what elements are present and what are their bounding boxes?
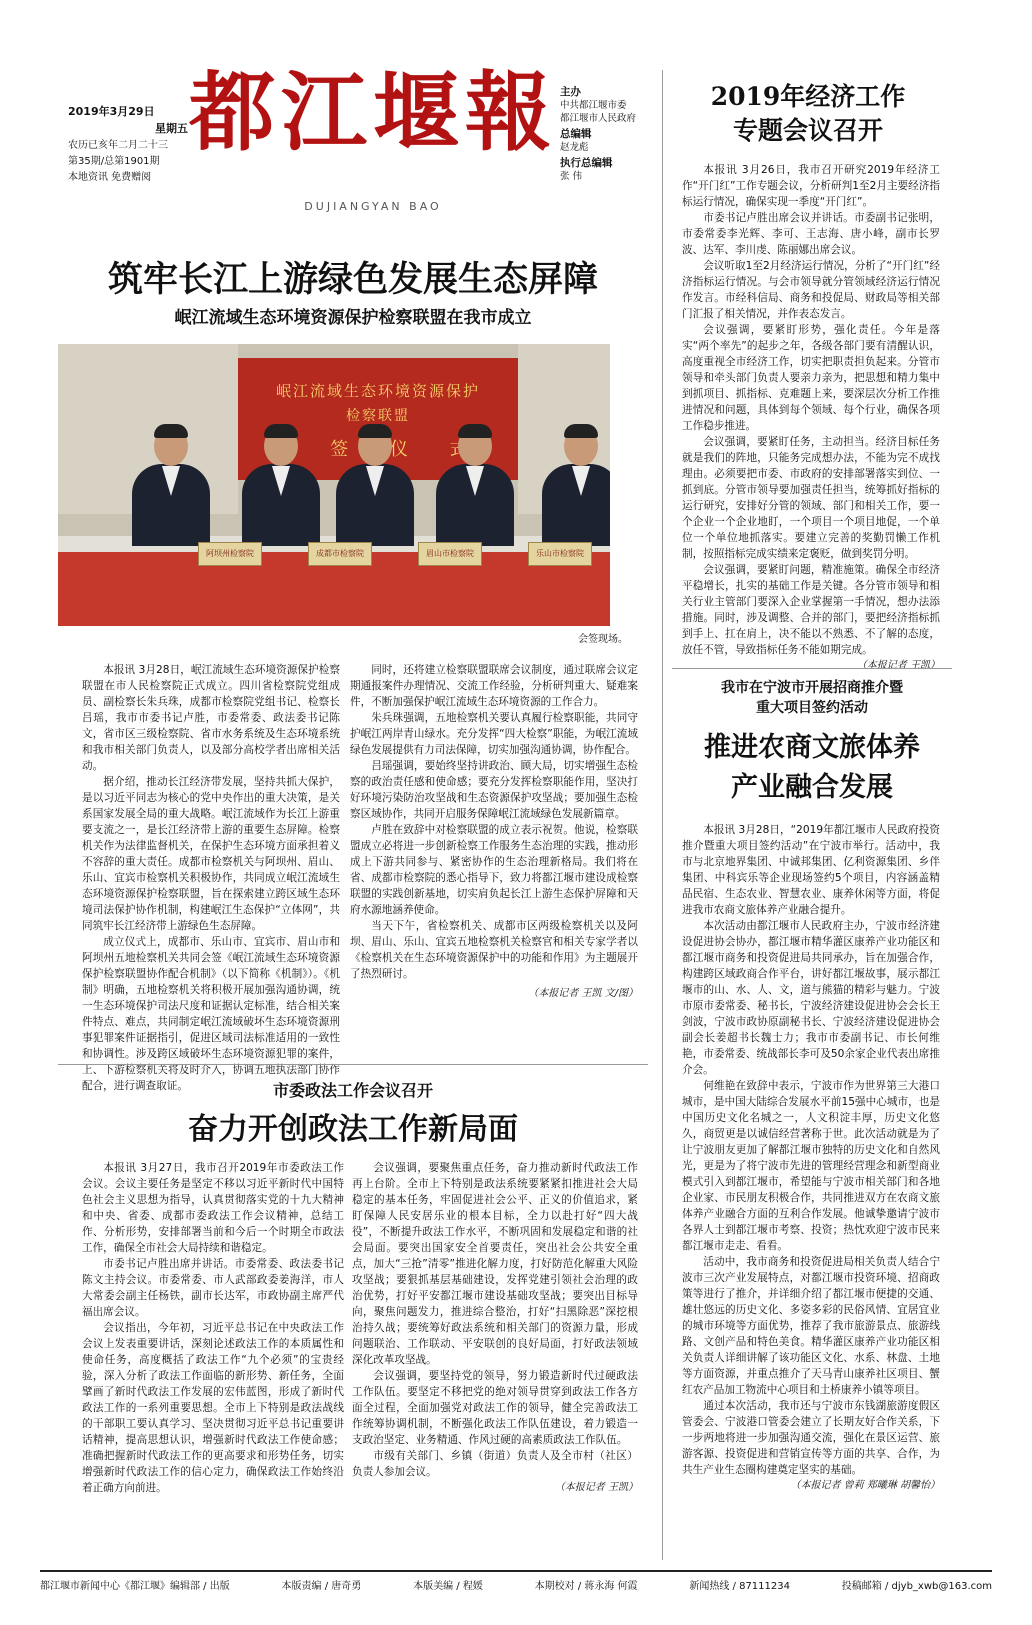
right-mid-kicker <box>672 678 952 718</box>
footer-hotline: 新闻热线 / 87111234 <box>689 1580 790 1592</box>
issue-date: 2019年3月29日 <box>68 105 155 118</box>
paragraph: 市委书记卢胜出席并讲话。市委常委、政法委书记陈文主持会议。市委常委、市人武部政委姜海洋，市人大常委会副主任杨铁，副市长达军，市政协副主席严代福出席会议。 <box>82 1258 344 1318</box>
footer-proofreader: 本期校对 / 蒋永海 何霞 <box>534 1580 638 1592</box>
issue-weekday: 星期五 <box>155 122 188 135</box>
bottom-byline: （本报记者 王凯） <box>554 1482 638 1493</box>
sponsor-1: 中共都江堰市委 <box>560 100 627 111</box>
banner-line-3: 签 仪 <box>330 439 426 460</box>
footer-publisher: 都江堰市新闻中心《都江堰》编辑部 / 出版 <box>40 1580 230 1592</box>
footer-email[interactable]: 投稿邮箱 / djyb_xwb@163.com <box>841 1580 992 1592</box>
newspaper-pinyin: DUJIANGYAN BAO <box>304 200 442 213</box>
issue-number: 第35期/总第1901期 <box>68 156 160 167</box>
lunar-date: 农历已亥年二月二十三 <box>68 140 168 151</box>
right-top-byline: （本报记者 王凯） <box>856 660 940 671</box>
paragraph: 会议强调，要紧盯问题，精准施策。确保全市经济平稳增长，扎实的基础工作是关键。各分管市领导和相关行业主管部门要深入企业掌握第一手情况，想办法添措施。同时，涉及调整、合并的部门，要把经济指标抓到手上、扛在肩上，决不能以不熟悉、不了解的态度，放任不管，导致指标任务不能如期完成。 <box>682 564 940 656</box>
paragraph: 活动中，我市商务和投资促进局相关负责人结合宁波市三次产业发展特点，对都江堰市投资环境、招商政策等进行了推介，并详细介绍了都江堰市便捷的交通、雄壮悠远的历史文化、多姿多彩的民俗风情、宜居宜业的城市环境等方面优势，推荐了我市旅游景点、旅游线路、文创产品和特色美食。精华灌区康养产业功能区相关负责人详细讲解了该功能区文化、水系、林盘、土地等方面资源，并重点推介了天马青山康养社区项目、蟹红农产品加工物流中心项目和土桥康养小镇等项目。 <box>682 1256 940 1396</box>
exec-editor-label: 执行总编辑 <box>560 157 613 169</box>
paragraph: 会议强调，要紧盯任务，主动担当。经济目标任务就是我们的阵地，只能务完成想办法，不能为完不成找理由。必须要把市委、市政府的安排部署落实到位、一抓到底。分管市领导要加强责任担当，统筹抓好指标的运行研究，安排好分管的领域、部门和相关工作，要一个企业一个企业地盯，一个项目一个项目地促，一个单位一个单位地抓落实。要建立完善的奖勤罚懒工作机制，按照指标完成实绩来定褒贬，做到奖罚分明。 <box>682 436 940 560</box>
paragraph: 本报讯 3月26日，我市召开研究2019年经济工作“开门红”工作专题会议，分析研判1至2月主要经济指标运行情况，确保实现一季度“开门红”。 <box>682 164 940 208</box>
paragraph: 会议听取1至2月经济运行情况，分析了“开门红”经济指标运行情况。与会市领导就分管领域经济运行情况作发言。市经科信局、商务和投促局、财政局等相关部门汇报了相关情况，并作表态发言。 <box>682 260 940 320</box>
column-divider <box>662 70 663 1560</box>
right-top-body <box>682 162 940 674</box>
bottom-title: 奋力开创政法工作新局面 <box>188 1112 518 1147</box>
signatory <box>236 426 326 546</box>
paragraph: 同时，还将建立检察联盟联席会议制度，通过联席会议定期通报案件办理情况、交流工作经验，分析研判重大、疑难案件，不断加强保护岷江流域生态环境资源的工作合力。 <box>350 664 638 708</box>
nameplate: 成都市检察院 <box>308 542 372 566</box>
sponsor-2: 都江堰市人民政府 <box>560 113 637 124</box>
paragraph: 据介绍，推动长江经济带发展，坚持共抓大保护，是以习近平同志为核心的党中央作出的重大决策，是关系国家发展全局的重大战略。岷江流域作为长江上游重要支流之一，是长江经济带上游的重要生态屏障。检察机关作为法律监督机关，在保护生态环境方面承担着义不容辞的重大责任。成都市检察机关与阿坝州、眉山、乐山、宜宾市检察机关积极协作，共同成立岷江流域生态环境资源保护检察联盟，旨在探索建立跨区域生态环境司法保护协作机制，构建岷江生态保护“立体网”，共同筑牢长江经济带上游绿色生态屏障。 <box>82 776 340 932</box>
right-top-title <box>672 80 944 148</box>
paragraph: 吕瑶强调，要始终坚持讲政治、顾大局，切实增强生态检察的政治责任感和使命感；要充分发挥检察职能作用，坚决打好环境污染防治攻坚战和生态资源保护攻坚战；要加强生态检察区域协作，共同开启服务保障岷江流域绿色发展新篇章。 <box>350 760 638 820</box>
newspaper-logo: 都江堰報 <box>189 62 557 163</box>
lead-title: 筑牢长江上游绿色发展生态屏障 <box>107 259 598 300</box>
banner-line-1: 岷江流域生态环境资源保护 <box>275 382 480 400</box>
photo-caption: 会签现场。 <box>578 634 628 645</box>
masthead-meta <box>68 104 188 186</box>
page-footer <box>40 1570 992 1596</box>
footer-art-editor: 本版美编 / 程媛 <box>413 1580 483 1592</box>
right-top-title-line-2: 专题会议召开 <box>732 116 883 145</box>
sponsor-label: 主办 <box>560 86 581 98</box>
section-divider <box>58 1064 648 1065</box>
right-mid-title-line-1: 推进农商文旅体养 <box>704 732 920 763</box>
section-divider <box>672 668 952 669</box>
bottom-column-2 <box>352 1160 638 1496</box>
paragraph: 何维艳在致辞中表示，宁波市作为世界第三大港口城市，是中国大陆综合发展水平前15强中心城市，也是中国历史文化名城之一，人文积淀丰厚，历史文化悠久，商贸更是以诚信经营著称于世。此次活动就是为了让宁波朋友更加了解都江堰市独特的历史文化和自然风光，更是为了将宁波市先进的管理经营理念和新型商业模式引入到都江堰市，希望能与宁波市相关部门和各地企业家、市民朋友积极合作，共同推进双方在农商文旅体养产业融合方面的互利合作发展。他诚挚邀请宁波市各界人士到都江堰市考察、投资；热忱欢迎宁波市民来都江堰市走走、看看。 <box>682 1080 940 1252</box>
paragraph: 通过本次活动，我市还与宁波市东钱湖旅游度假区管委会、宁波港口管委会建立了长期友好合作关系，下一步两地将进一步加强沟通交流，强化在景区运营、旅游客源、投资促进和营销宣传等方面的共享、合作，为共生产业生态圈构建奠定坚实的基础。 <box>682 1400 940 1476</box>
right-mid-title <box>672 728 952 808</box>
right-top-title-line-1: 2019年经济工作 <box>710 82 906 111</box>
right-mid-title-line-2: 产业融合发展 <box>731 772 893 803</box>
paragraph: 会议强调，要聚焦重点任务，奋力推动新时代政法工作再上台阶。全市上下特别是政法系统要紧紧扣推进社会大局稳定的基本任务，牢固促进社会公平、正义的价值追求，紧盯保障人民安居乐业的根本目标，全力以赴打好“四大战役”，不断提升政法工作水平，不断巩固和发展稳定和谐的社会局面。要突出国家安全首要责任，突出社会公共安全重点，加大“三抢”清零”推进化解力度，打好防范化解重大风险攻坚战；要狠抓基层基础建设，发挥党建引领社会治理的政治优势，打好平安都江堰市建设基础攻坚战；要突出目标导向，聚焦问题发力，推进综合整治，打好“扫黑除恶”深挖根治持久战；要统筹好政法系统和相关部门的资源力量，形成问题联治、工作联动、平安联创的良好局面，打好政法领域深化改革攻坚战。 <box>352 1162 638 1366</box>
signatory <box>536 426 610 546</box>
lead-column-1 <box>82 662 340 1094</box>
paragraph: 会议指出，今年初，习近平总书记在中央政法工作会议上发表重要讲话，深刻论述政法工作的本质属性和使命任务，高度概括了政法工作“九个必须”的宝贵经验，深入分析了政法工作面临的新形势、新任务，全面擘画了新时代政法工作发展的宏伟蓝图，形成了新时代政法工作的一系列重要思想。全市上下特别是政法战线的干部职工要认真学习、坚决贯彻习近平总书记重要讲话精神，提高思想认识，增强新时代政法工作使命感；准确把握新时代政法工作的更高要求和形势任务，切实增强新时代政法工作的信心定力，确保政法工作始终沿着正确方向前进。 <box>82 1322 344 1494</box>
paragraph: 市级有关部门、乡镇（街道）负责人及全市村（社区）负责人参加会议。 <box>352 1450 638 1478</box>
lead-subtitle: 岷江流域生态环境资源保护检察联盟在我市成立 <box>174 308 532 328</box>
nameplate: 阿坝州检察院 <box>198 542 262 566</box>
paragraph: 卢胜在致辞中对检察联盟的成立表示祝贺。他说，检察联盟成立必将进一步创新检察工作服务生态治理的实践，推动形成上下游共同参与、紧密协作的生态治理新格局。我们将在省、成都市检察院的悉心指导下，致力将都江堰市建设成检察联盟的实践创新基地，切实肩负起长江上游生态保护屏障和天府水源地涵养使命。 <box>350 824 638 916</box>
paragraph: 朱兵珠强调，五地检察机关要认真履行检察职能，共同守护岷江两岸青山绿水。充分发挥“四大检察”职能，为岷江流域绿色发展提供有力司法保障，切实加强沟通协调，协作配合。 <box>350 712 638 756</box>
bottom-column-1 <box>82 1160 344 1496</box>
bottom-kicker: 市委政法工作会议召开 <box>272 1081 433 1100</box>
nameplate: 乐山市检察院 <box>528 542 592 566</box>
exec-editor: 张 伟 <box>560 171 583 182</box>
signatory <box>126 426 216 546</box>
nameplate: 眉山市检察院 <box>418 542 482 566</box>
right-mid-kicker-line-2: 重大项目签约活动 <box>756 700 868 716</box>
lead-column-2 <box>350 662 638 1002</box>
signatory <box>330 426 420 546</box>
paragraph: 本报讯 3月28日，岷江流域生态环境资源保护检察联盟在市人民检察院正式成立。四川省检察院党组成员、副检察长朱兵珠，成都市检察院党组书记、检察长吕瑶，我市市委书记卢胜，市委常委、政法委书记陈文，省市区三级检察院、省市水务系统及生态环境系统和我市相关部门负责人，以及部分高校学者出席相关活动。 <box>82 664 340 772</box>
right-mid-kicker-line-1: 我市在宁波市开展招商推介暨 <box>721 680 903 696</box>
footer-page-editor: 本版责编 / 唐奇勇 <box>281 1580 362 1592</box>
paragraph: 会议强调，要紧盯形势，强化责任。今年是落实“两个率先”的起步之年，各级各部门要有清醒认识，高度重视全市经济工作，切实把职责担负起来。分管市领导和牵头部门负责人要亲力亲为，把思想和精力集中到抓项目、抓指标、克难题上来，要深层次分析工作推进情况和问题，具体到每个领域、每个行业，确保各项工作稳步推进。 <box>682 324 940 432</box>
paragraph: 本次活动由都江堰市人民政府主办，宁波市经济建设促进协会协办，都江堰市精华灌区康养产业功能区和都江堰市商务和投资促进局共同承办，旨在加强合作，构建跨区域政商合作平台，讲好都江堰故事，展示都江堰市的山、水、人、文，道与熊猫的精彩与魅力。宁波市原市委常委、秘书长，宁波经济建设促进协会会长王剑波，宁波市政协原副秘书长、宁波经济建设促进协会副会长姜超书长魏士力；我市市委副书记、市长何维艳，市委常委、统战部长李可及50余家企业代表出席推介会。 <box>682 920 940 1076</box>
banner-line-2: 检察联盟 <box>346 408 410 424</box>
paragraph: 市委书记卢胜出席会议并讲话。市委副书记张明，市委常委李光辉、李可、王志海、唐小峰，副市长罗波、达军、李川虔、陈丽娜出席会议。 <box>682 212 940 256</box>
chief-editor-label: 总编辑 <box>560 128 592 140</box>
paragraph: 本报讯 3月28日，“2019年都江堰市人民政府投资推介暨重大项目签约活动”在宁波市举行。活动中，我市与北京地界集团、中诚邦集团、亿利资源集团、乡伴集团、中科宾乐等企业现场签约5个项目，内容涵盖精品民宿、生态农业、智慧农业、康养休闲等方面，将促进我市农商文旅体养产业融合提升。 <box>682 824 940 916</box>
right-mid-byline: （本报记者 曾莉 郑曦琳 胡馨怡） <box>790 1480 940 1491</box>
paragraph: 会议强调，要坚持党的领导，努力锻造新时代过硬政法工作队伍。要坚定不移把党的绝对领导贯穿到政法工作各方面全过程，全面加强党对政法工作的领导，健全完善政法工作统筹协调机制，不断强化政法工作队伍建设，着力锻造一支政治坚定、业务精通、作风过硬的高素质政法工作队伍。 <box>352 1370 638 1446</box>
distribution-note: 本地资讯 免费赠阅 <box>68 172 152 183</box>
right-mid-body <box>682 822 940 1494</box>
chief-editor: 赵龙彪 <box>560 142 589 153</box>
lead-byline: （本报记者 王凯 文/图） <box>528 988 638 999</box>
signatory <box>430 426 520 546</box>
paragraph: 成立仪式上，成都市、乐山市、宜宾市、眉山市和阿坝州五地检察机关共同会签《岷江流域生态环境资源保护检察联盟协作配合机制》（以下简称《机制》）。《机制》明确，五地检察机关将积极开展加强沟通协调，统一生态环境保护司法尺度和证据认定标准，结合相关案件特点、难点，共同制定岷江流域破坏生态环境资源刑事犯罪案件证据指引，促进区域司法标准适用的一致性和协调性。涉及跨区域破坏生态环境资源犯罪的案件，上、下游检察机关将及时介入，协调五地执法部门协作配合，进行调查取证。 <box>82 936 340 1092</box>
paragraph: 当天下午，省检察机关、成都市区两级检察机关以及阿坝、眉山、乐山、宜宾五地检察机关检察官和相关专家学者以《检察机关在生态环境资源保护中的功能和作用》为主题展开了热烈研讨。 <box>350 920 638 980</box>
masthead-org <box>560 86 660 183</box>
lead-photo <box>58 344 610 626</box>
paragraph: 本报讯 3月27日，我市召开2019年市委政法工作会议。会议主要任务是坚定不移以习近平新时代中国特色社会主义思想为指导，认真贯彻落实党的十九大精神和中央、省委、成都市委政法工作会议精神，总结工作、分析形势，安排部署当前和今后一个时期全市政法工作，确保全市社会大局持续和谐稳定。 <box>82 1162 344 1254</box>
